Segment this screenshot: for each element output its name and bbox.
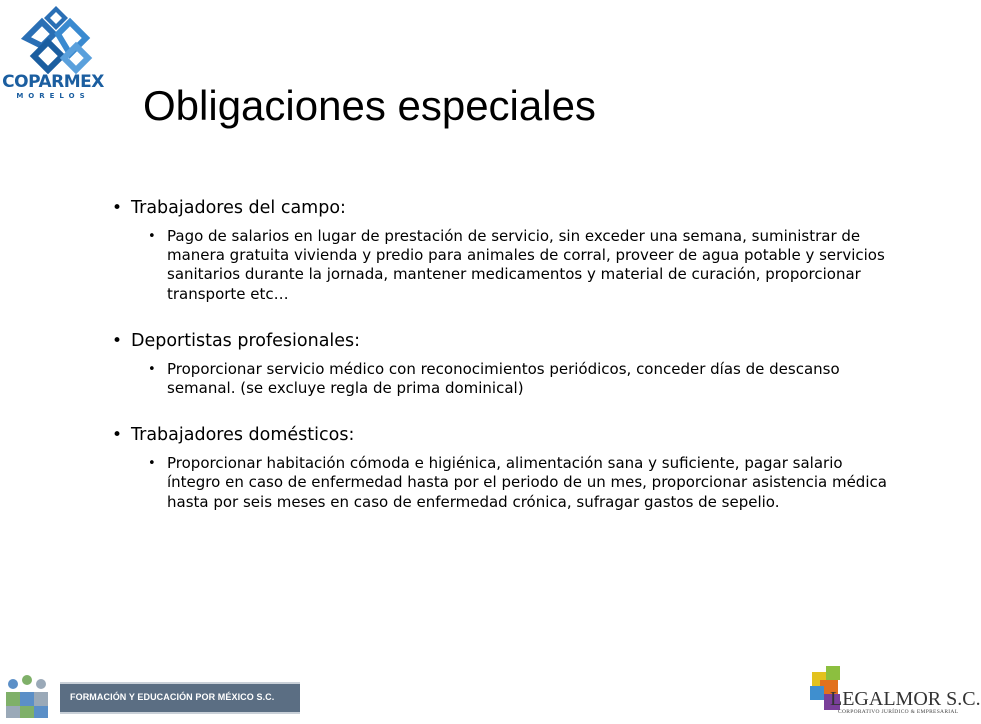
bullet-text: Proporcionar habitación cómoda e higiénica, alimentación sana y suficiente, pagar salario íntegro en caso de enfermedad hasta por el periodo de un mes, proporcionar asistencia médica hasta por seis meses en caso de enfermedad crónica, sufragar gastos de sepelio. (167, 454, 887, 511)
people-blocks-icon (0, 668, 60, 720)
bullet-icon: • (148, 361, 156, 377)
bullet-text: Proporcionar servicio médico con reconocimientos periódicos, conceder días de descanso semanal. (se excluye regla de prima dominical) (167, 359, 840, 398)
formacion-text: FORMACIÓN Y EDUCACIÓN POR MÉXICO S.C. (70, 692, 275, 702)
section-heading: • Deportistas profesionales: (112, 330, 892, 352)
bullet-icon: • (148, 456, 156, 472)
bullet-text: Pago de salarios en lugar de prestación de servicio, sin exceder una semana, suministrar de manera gratuita vivienda y predio para animales de corral, proveer de agua potable y servicios sanitarios durante la jornada, mantener medicamentos y material de curación, proporcionar transporte etc… (167, 227, 885, 303)
slide-content (112, 197, 892, 512)
coparmex-emblem-icon (6, 4, 106, 76)
bullet-icon: • (148, 229, 156, 244)
section-bullet (112, 360, 892, 398)
section-heading: • Trabajadores domésticos: (112, 424, 892, 446)
legalmor-name: LEGALMOR S.C. (830, 688, 981, 710)
formacion-band (60, 682, 300, 714)
logo-wordmark: COPARMEX (2, 72, 104, 92)
section-bullet (112, 454, 892, 512)
section-heading: • Trabajadores del campo: (112, 197, 892, 219)
legalmor-subtitle: CORPORATIVO JURÍDICO & EMPRESARIAL (838, 709, 959, 715)
logo-subtitle: MORELOS (16, 92, 90, 100)
slide-title: Obligaciones especiales (143, 82, 596, 129)
section-bullet (112, 227, 892, 304)
